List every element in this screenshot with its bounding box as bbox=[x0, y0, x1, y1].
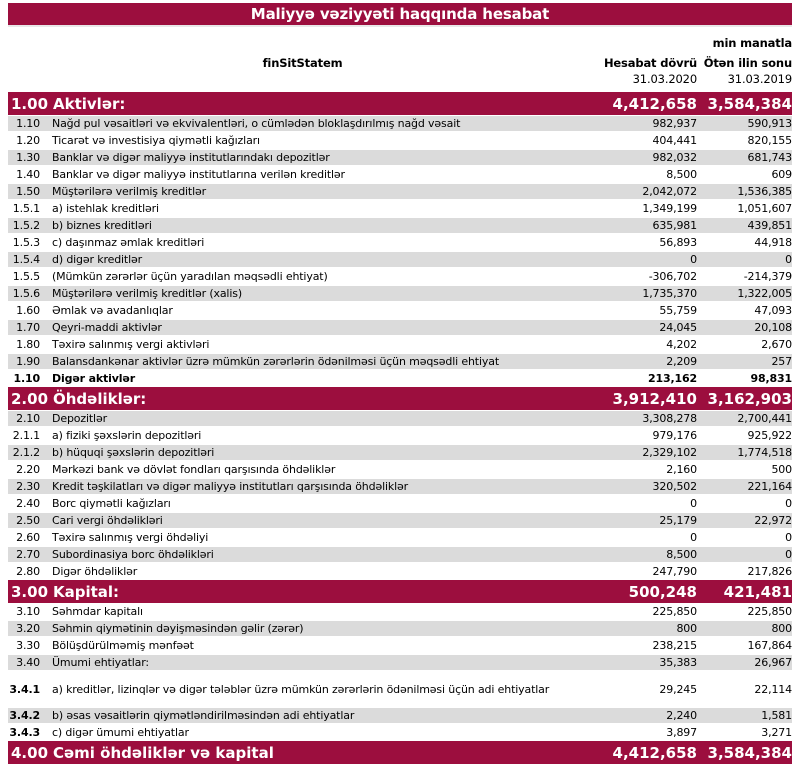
row-value-prior: 22,972 bbox=[754, 514, 792, 527]
row-value-current: 800 bbox=[676, 622, 697, 635]
table-row bbox=[8, 319, 792, 336]
row-value-current: 2,240 bbox=[666, 709, 697, 722]
row-code: 1.10 bbox=[13, 372, 40, 385]
row-value-prior: 590,913 bbox=[747, 117, 792, 130]
table-row bbox=[8, 217, 792, 234]
row-code: 1.30 bbox=[16, 151, 40, 164]
row-code: 1.80 bbox=[16, 338, 40, 351]
row-value-prior: 3,584,384 bbox=[707, 94, 792, 113]
row-value-prior: 47,093 bbox=[754, 304, 792, 317]
row-value-prior: -214,379 bbox=[743, 270, 792, 283]
row-code: 2.20 bbox=[16, 463, 40, 476]
row-label: Səhmin qiymətinin dəyişməsindən gəlir (zərər) bbox=[52, 622, 304, 635]
section-row bbox=[8, 92, 792, 115]
row-code: 1.5.5 bbox=[12, 270, 40, 283]
table-row bbox=[8, 336, 792, 353]
row-value-prior: 1,581 bbox=[761, 709, 792, 722]
row-code: 1.40 bbox=[16, 168, 40, 181]
row-value-prior: 217,826 bbox=[747, 565, 792, 578]
row-value-prior: 98,831 bbox=[750, 372, 792, 385]
table-row bbox=[8, 166, 792, 183]
table-row bbox=[8, 302, 792, 319]
row-code: 2.60 bbox=[16, 531, 40, 544]
row-label: c) daşınmaz əmlak kreditləri bbox=[52, 236, 205, 249]
section-row bbox=[8, 580, 792, 603]
row-code: 2.1.1 bbox=[12, 429, 40, 442]
row-label: Əmlak və avadanlıqlar bbox=[52, 304, 173, 317]
table-row bbox=[8, 251, 792, 268]
row-label: Mərkəzi bank və dövlət fondları qarşısında öhdəliklər bbox=[52, 463, 336, 476]
table-row bbox=[8, 654, 792, 671]
row-value-current: 56,893 bbox=[659, 236, 697, 249]
row-label: Balansdankənar aktivlər üzrə mümkün zərərlərin ödənilməsi üçün məqsədli ehtiyat bbox=[52, 355, 499, 368]
row-value-prior: 0 bbox=[785, 548, 792, 561]
row-value-prior: 3,162,903 bbox=[707, 389, 792, 408]
row-value-current: 3,897 bbox=[666, 726, 697, 739]
row-value-current: 982,032 bbox=[652, 151, 697, 164]
row-value-current: 1,349,199 bbox=[642, 202, 697, 215]
row-value-current: 0 bbox=[690, 531, 697, 544]
report-title: Maliyyə vəziyyəti haqqında hesabat bbox=[250, 5, 550, 23]
row-code: 1.20 bbox=[16, 134, 40, 147]
row-value-prior: 26,967 bbox=[754, 656, 792, 669]
section-row bbox=[8, 741, 792, 764]
table-row bbox=[8, 410, 792, 427]
row-value-current: 3,308,278 bbox=[642, 412, 697, 425]
table-row bbox=[8, 370, 792, 387]
row-label: Borc qiymətli kağızları bbox=[52, 497, 171, 510]
row-value-prior: 22,114 bbox=[754, 682, 792, 696]
row-code: 2.00 bbox=[11, 389, 49, 408]
table-row bbox=[8, 115, 792, 132]
row-value-prior: 3,584,384 bbox=[707, 743, 792, 762]
row-code: 1.5.6 bbox=[12, 287, 40, 300]
row-label: b) əsas vəsaitlərin qiymətləndirilməsindən adi ehtiyatlar bbox=[52, 709, 355, 722]
row-code: 3.00 bbox=[11, 582, 49, 601]
table-row bbox=[8, 427, 792, 444]
row-value-prior: 225,850 bbox=[747, 605, 792, 618]
row-label: Kapital: bbox=[53, 582, 120, 601]
row-code: 2.50 bbox=[16, 514, 40, 527]
row-label: Banklar və digər maliyyə institutlarındakı depozitlər bbox=[52, 151, 330, 164]
table-row bbox=[8, 637, 792, 654]
row-value-current: 25,179 bbox=[659, 514, 697, 527]
row-value-prior: 0 bbox=[785, 531, 792, 544]
row-label: c) digər ümumi ehtiyatlar bbox=[52, 726, 189, 739]
table-row bbox=[8, 478, 792, 495]
row-code: 1.5.4 bbox=[12, 253, 40, 266]
row-label: Ümumi ehtiyatlar: bbox=[52, 656, 149, 669]
row-code: 2.1.2 bbox=[12, 446, 40, 459]
row-label: Bölüşdürülməmiş mənfəət bbox=[52, 639, 194, 652]
table-row bbox=[8, 512, 792, 529]
row-code: 2.70 bbox=[16, 548, 40, 561]
row-value-prior: 257 bbox=[771, 355, 792, 368]
row-value-prior: 500 bbox=[771, 463, 792, 476]
report-title-bar bbox=[8, 3, 792, 27]
table-row bbox=[8, 200, 792, 217]
row-code: 1.50 bbox=[16, 185, 40, 198]
row-value-current: -306,702 bbox=[648, 270, 697, 283]
row-label: (Mümkün zərərlər üçün yaradılan məqsədli ehtiyat) bbox=[52, 270, 328, 283]
row-value-current: 2,160 bbox=[666, 463, 697, 476]
row-value-current: 0 bbox=[690, 253, 697, 266]
row-value-prior: 820,155 bbox=[747, 134, 792, 147]
row-label: a) istehlak kreditləri bbox=[52, 202, 159, 215]
row-code: 3.40 bbox=[16, 656, 40, 669]
unit-note: min manatla bbox=[712, 36, 792, 50]
row-label: Aktivlər: bbox=[53, 94, 126, 113]
row-value-prior: 167,864 bbox=[747, 639, 792, 652]
row-value-prior: 609 bbox=[771, 168, 792, 181]
row-code: 1.00 bbox=[11, 94, 49, 113]
table-row bbox=[8, 603, 792, 620]
table-row bbox=[8, 620, 792, 637]
table-row bbox=[8, 444, 792, 461]
row-value-prior: 44,918 bbox=[754, 236, 792, 249]
row-label: Kredit təşkilatları və digər maliyyə institutları qarşısında öhdəliklər bbox=[52, 480, 409, 493]
row-code: 1.70 bbox=[16, 321, 40, 334]
row-code: 1.60 bbox=[16, 304, 40, 317]
row-code: 1.90 bbox=[16, 355, 40, 368]
row-value-prior: 800 bbox=[771, 622, 792, 635]
table-row bbox=[8, 671, 792, 707]
row-value-current: 2,209 bbox=[666, 355, 697, 368]
row-label: Banklar və digər maliyyə institutlarına verilən kreditlər bbox=[52, 168, 345, 181]
row-code: 1.10 bbox=[16, 117, 40, 130]
row-label: b) biznes kreditləri bbox=[52, 219, 152, 232]
row-label: Nağd pul vəsaitləri və ekvivalentləri, o cümlədən bloklaşdırılmış nağd vəsait bbox=[52, 117, 461, 130]
row-label: a) kreditlər, lizinqlər və digər tələblər üzrə mümkün zərərlərin ödənilməsi üçün adi ehtiyatlar bbox=[52, 682, 550, 696]
row-label: Ticarət və investisiya qiymətli kağızları bbox=[52, 134, 260, 147]
row-label: Təxirə salınmış vergi öhdəliyi bbox=[52, 531, 209, 544]
row-value-current: 982,937 bbox=[652, 117, 697, 130]
row-label: Subordinasiya borc öhdəlikləri bbox=[52, 548, 214, 561]
row-value-current: 0 bbox=[690, 497, 697, 510]
table-row bbox=[8, 132, 792, 149]
row-value-current: 8,500 bbox=[666, 168, 697, 181]
row-value-current: 2,042,072 bbox=[642, 185, 697, 198]
row-value-prior: 2,700,441 bbox=[737, 412, 792, 425]
row-value-current: 404,441 bbox=[652, 134, 697, 147]
table-row bbox=[8, 707, 792, 724]
row-code: 3.4.1 bbox=[9, 682, 40, 696]
row-value-current: 635,981 bbox=[652, 219, 697, 232]
row-value-current: 24,045 bbox=[659, 321, 697, 334]
table-row bbox=[8, 495, 792, 512]
row-value-current: 35,383 bbox=[659, 656, 697, 669]
table-row bbox=[8, 529, 792, 546]
row-code: 3.30 bbox=[16, 639, 40, 652]
table-row bbox=[8, 546, 792, 563]
table-row bbox=[8, 183, 792, 200]
row-code: 3.4.3 bbox=[9, 726, 40, 739]
row-code: 2.30 bbox=[16, 480, 40, 493]
row-value-prior: 1,322,005 bbox=[737, 287, 792, 300]
column-headers bbox=[8, 55, 792, 87]
row-value-prior: 925,922 bbox=[747, 429, 792, 442]
table-row bbox=[8, 234, 792, 251]
prior-period-date: 31.03.2019 bbox=[727, 72, 792, 86]
row-value-current: 213,162 bbox=[647, 372, 697, 385]
row-code: 3.20 bbox=[16, 622, 40, 635]
row-value-prior: 1,774,518 bbox=[737, 446, 792, 459]
table-row bbox=[8, 563, 792, 580]
form-code-label: finSitStatem bbox=[262, 56, 343, 70]
row-label: Qeyri-maddi aktivlər bbox=[52, 321, 162, 334]
row-code: 1.5.3 bbox=[12, 236, 40, 249]
row-label: a) fiziki şəxslərin depozitləri bbox=[52, 429, 202, 442]
row-label: b) hüquqi şəxslərin depozitləri bbox=[52, 446, 215, 459]
row-label: Depozitlər bbox=[52, 412, 107, 425]
row-value-current: 238,215 bbox=[652, 639, 697, 652]
row-value-current: 979,176 bbox=[652, 429, 697, 442]
row-value-prior: 20,108 bbox=[754, 321, 792, 334]
current-period-header: Hesabat dövrü bbox=[603, 56, 697, 70]
row-code: 1.5.1 bbox=[12, 202, 40, 215]
row-label: d) digər kreditlər bbox=[52, 253, 142, 266]
row-value-prior: 681,743 bbox=[747, 151, 792, 164]
row-label: Müştərilərə verilmiş kreditlər bbox=[52, 185, 206, 198]
table-row bbox=[8, 268, 792, 285]
row-value-prior: 0 bbox=[785, 253, 792, 266]
table-row bbox=[8, 149, 792, 166]
row-value-prior: 421,481 bbox=[723, 582, 792, 601]
row-code: 3.10 bbox=[16, 605, 40, 618]
row-value-prior: 0 bbox=[785, 497, 792, 510]
row-value-prior: 439,851 bbox=[747, 219, 792, 232]
row-value-current: 3,912,410 bbox=[612, 389, 697, 408]
statement-rows bbox=[8, 92, 792, 764]
current-period-date: 31.03.2020 bbox=[632, 72, 697, 86]
row-label: Öhdəliklər: bbox=[53, 389, 147, 408]
row-value-current: 4,412,658 bbox=[612, 743, 697, 762]
row-value-current: 247,790 bbox=[652, 565, 697, 578]
row-value-prior: 2,670 bbox=[761, 338, 792, 351]
row-label: Səhmdar kapitalı bbox=[52, 605, 143, 618]
row-code: 2.40 bbox=[16, 497, 40, 510]
row-code: 2.10 bbox=[16, 412, 40, 425]
row-code: 3.4.2 bbox=[9, 709, 40, 722]
row-label: Təxirə salınmış vergi aktivləri bbox=[52, 338, 210, 351]
row-value-current: 320,502 bbox=[652, 480, 697, 493]
row-value-current: 4,202 bbox=[666, 338, 697, 351]
row-code: 4.00 bbox=[11, 743, 49, 762]
section-row bbox=[8, 387, 792, 410]
row-label: Cari vergi öhdəlikləri bbox=[52, 514, 163, 527]
row-value-current: 55,759 bbox=[659, 304, 697, 317]
table-row bbox=[8, 461, 792, 478]
row-value-prior: 3,271 bbox=[761, 726, 792, 739]
row-label: Cəmi öhdəliklər və kapital bbox=[53, 743, 274, 762]
row-value-current: 1,735,370 bbox=[642, 287, 697, 300]
row-label: Digər aktivlər bbox=[52, 372, 135, 385]
row-label: Digər öhdəliklər bbox=[52, 565, 138, 578]
row-value-current: 225,850 bbox=[652, 605, 697, 618]
row-label: Müştərilərə verilmiş kreditlər (xalis) bbox=[52, 287, 242, 300]
row-value-current: 4,412,658 bbox=[612, 94, 697, 113]
row-value-prior: 221,164 bbox=[747, 480, 792, 493]
row-value-current: 500,248 bbox=[628, 582, 697, 601]
row-code: 1.5.2 bbox=[12, 219, 40, 232]
row-value-current: 29,245 bbox=[659, 682, 697, 696]
row-value-prior: 1,536,385 bbox=[737, 185, 792, 198]
table-row bbox=[8, 724, 792, 741]
row-value-prior: 1,051,607 bbox=[737, 202, 792, 215]
row-value-current: 2,329,102 bbox=[642, 446, 697, 459]
row-code: 2.80 bbox=[16, 565, 40, 578]
row-value-current: 8,500 bbox=[666, 548, 697, 561]
table-row bbox=[8, 353, 792, 370]
prior-period-header: Ötən ilin sonu bbox=[703, 56, 792, 70]
table-row bbox=[8, 285, 792, 302]
